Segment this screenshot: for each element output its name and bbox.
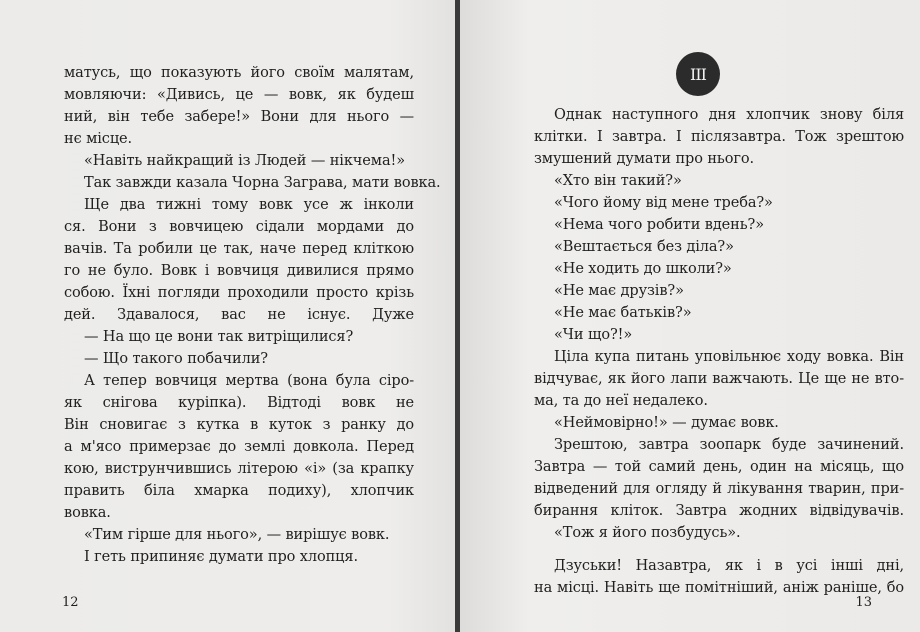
text-line: відчуває, як його лапи важчають. Це ще не вто- — [534, 371, 904, 387]
text-line: Так завжди казала Чорна Заграва, мати вовка. — [84, 175, 441, 191]
text-line: «Неймовірно!» — думає вовк. — [554, 415, 779, 431]
left-page — [0, 0, 458, 632]
text-line: «Чи що?!» — [554, 327, 633, 343]
text-line: вовка. — [64, 505, 111, 521]
text-line: Однак наступного дня хлопчик знову біля — [554, 107, 904, 123]
text-line: «Не ходить до школи?» — [554, 261, 732, 277]
text-line: змушений думати про нього. — [534, 151, 754, 167]
text-line: а м'ясо примерзає до землі довкола. Перед — [64, 439, 414, 455]
text-line: править біла хмарка подиху), хлопчик — [64, 483, 414, 499]
text-line: «Нема чого робити вдень?» — [554, 217, 764, 233]
text-line: мовляючи: «Дивись, це — вовк, як будеш — [64, 87, 414, 103]
text-line: Він сновигає з кутка в куток з ранку до — [64, 417, 414, 433]
text-line: «Навіть найкращий із Людей — нікчема!» — [84, 153, 405, 169]
text-line: ма, та до неї недалеко. — [534, 393, 708, 409]
text-line: Зрештою, завтра зоопарк буде зачинений. — [554, 437, 904, 453]
text-line: «Хто він такий?» — [554, 173, 682, 189]
text-line: «Не має друзів?» — [554, 283, 684, 299]
text-line: дей. Здавалося, вас не існує. Дуже — [64, 307, 414, 323]
text-line: го не було. Вовк і вовчиця дивилися прямо — [64, 263, 414, 279]
chapter-number-badge: III — [676, 52, 720, 96]
text-line: Ціла купа питань уповільнює ходу вовка. Він — [554, 349, 904, 365]
text-line: ний, він тебе забере!» Вони для нього — — [64, 109, 414, 125]
text-line: бирання кліток. Завтра жодних відвідувачів. — [534, 503, 904, 519]
text-line: ся. Вони з вовчицею сідали мордами до — [64, 219, 414, 235]
text-line: вачів. Та робили це так, наче перед кліткою — [64, 241, 414, 257]
text-line: на місці. Навіть ще помітніший, аніж раніше, бо — [534, 580, 904, 596]
text-line: — Що такого побачили? — [84, 351, 268, 367]
text-line: як снігова куріпка). Відтоді вовк не — [64, 395, 414, 411]
text-line: нє місце. — [64, 131, 133, 147]
right-page-text — [534, 104, 904, 599]
text-line: «Вештається без діла?» — [554, 239, 734, 255]
text-line: «Тим гірше для нього», — вирішує вовк. — [84, 527, 390, 543]
section-break — [534, 544, 904, 555]
text-line: відведений для огляду й лікування тварин, при- — [534, 481, 904, 497]
text-line: клітки. І завтра. І післязавтра. Тож зрештою — [534, 129, 904, 145]
page-number-left: 12 — [62, 595, 79, 610]
text-line: Дзуськи! Назавтра, як і в усі інші дні, — [554, 558, 904, 574]
text-line: І геть припиняє думати про хлопця. — [84, 549, 358, 565]
text-line: кою, виструнчившись літерою «і» (за крапку — [64, 461, 414, 477]
text-line: — На що це вони так витріщилися? — [84, 329, 354, 345]
text-line: Ще два тижні тому вовк усе ж інколи — [84, 197, 414, 213]
text-line: матусь, що показують його своїм малятам, — [64, 65, 414, 81]
right-page — [460, 0, 920, 632]
text-line: А тепер вовчиця мертва (вона була сіро- — [84, 373, 414, 389]
left-page-text — [64, 62, 441, 568]
page-number-right: 13 — [855, 595, 872, 610]
text-line: «Тож я його позбудусь». — [554, 525, 741, 541]
text-line: собою. Їхні погляди проходили просто крізь — [64, 285, 414, 301]
text-line: «Не має батьків?» — [554, 305, 692, 321]
text-line: Завтра — той самий день, один на місяць, що — [534, 459, 904, 475]
text-line: «Чого йому від мене треба?» — [554, 195, 773, 211]
